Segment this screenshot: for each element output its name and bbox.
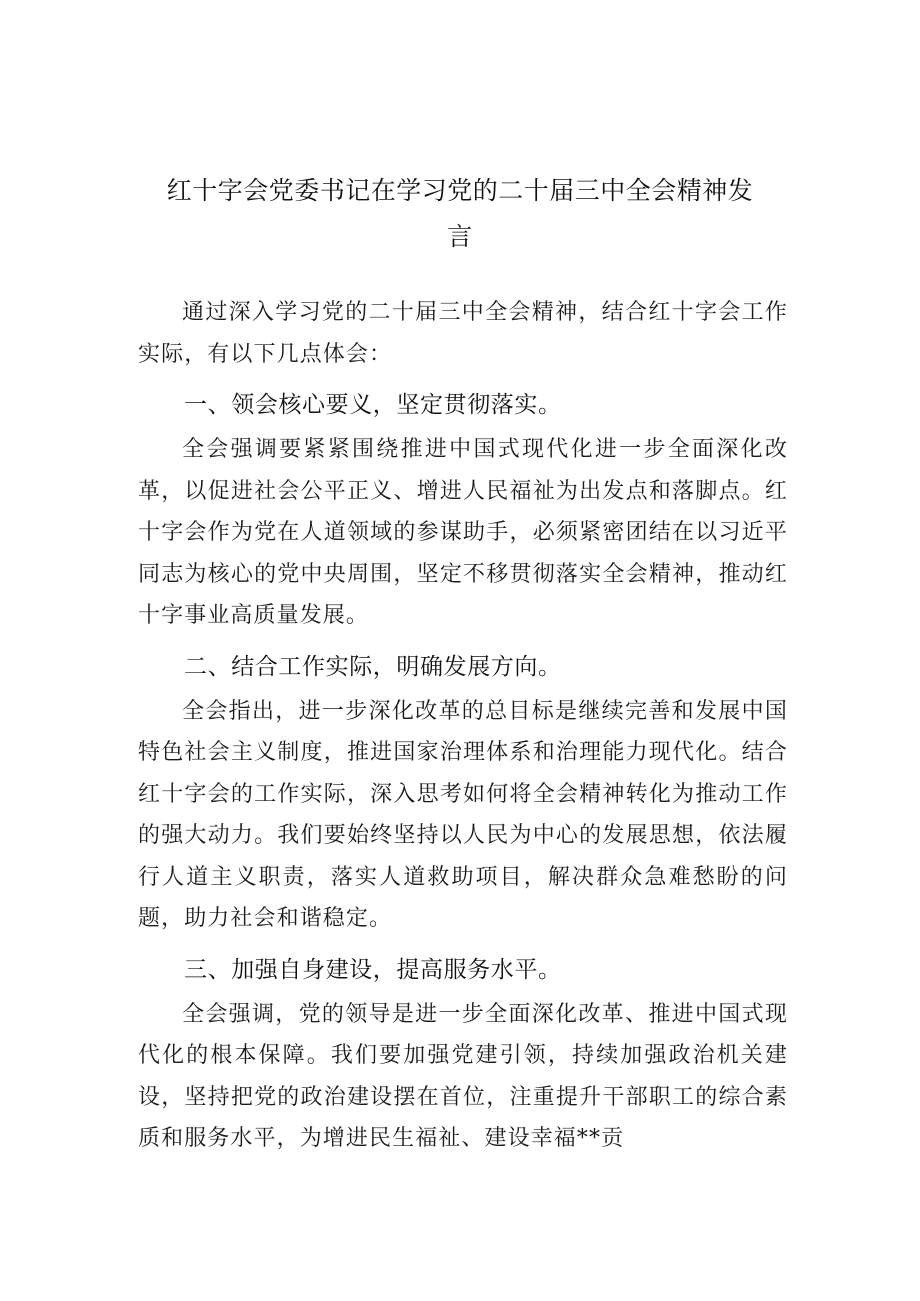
section-body-2: 全会指出，进一步深化改革的总目标是继续完善和发展中国特色社会主义制度，推进国家治理体系和治理能力现代化。结合红十字会的工作实际，深入思考如何将全会精神转化为推动工作的强大动力。我们要始终坚持以人民为中心的发展思想，依法履行人道主义职责，落实人道救助项目，解决群众急难愁盼的问题，助力社会和谐稳定。 <box>138 698 788 931</box>
title-line-1: 红十字会党委书记在学习党的二十届三中全会精神发 <box>166 176 754 205</box>
title-line-2: 言 <box>447 222 473 251</box>
document-body <box>138 292 788 1160</box>
section-body-3: 全会强调，党的领导是进一步全面深化改革、推进中国式现代化的根本保障。我们要加强党建引领，持续加强政治机关建设，坚持把党的政治建设摆在首位，注重提升干部职工的综合素质和服务水平，为增进民生福祉、建设幸福**贡 <box>138 1001 788 1151</box>
section-heading-2: 二、结合工作实际，明确发展方向。 <box>184 653 562 680</box>
page-title <box>130 168 790 260</box>
intro-paragraph: 通过深入学习党的二十届三中全会精神，结合红十字会工作实际，有以下几点体会： <box>138 300 788 367</box>
section-body-1: 全会强调要紧紧围绕推进中国式现代化进一步全面深化改革，以促进社会公平正义、增进人民福祉为出发点和落脚点。红十字会作为党在人道领域的参谋助手，必须紧密团结在以习近平同志为核心的党中央周围，坚定不移贯彻落实全会精神，推动红十字事业高质量发展。 <box>138 437 788 628</box>
section-heading-3: 三、加强自身建设，提高服务水平。 <box>184 956 562 983</box>
section-heading-1: 一、领会核心要义，坚定贯彻落实。 <box>184 392 562 418</box>
